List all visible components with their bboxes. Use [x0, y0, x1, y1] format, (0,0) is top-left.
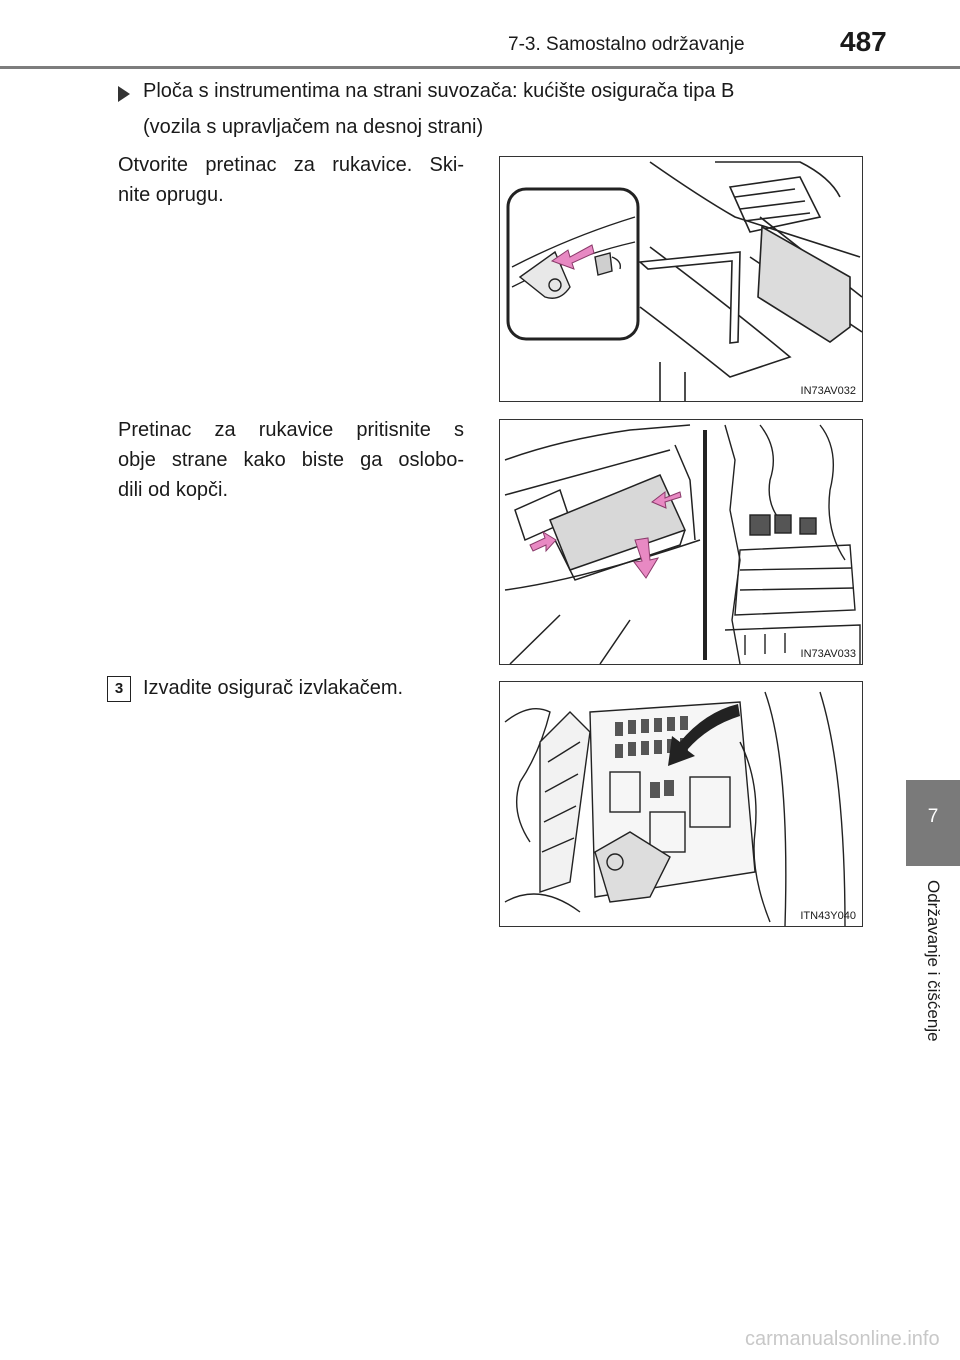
- chapter-title-text: Održavanje i čišćenje: [924, 880, 943, 1042]
- header-divider: [0, 66, 960, 69]
- figure-fuse-puller: [499, 681, 863, 927]
- step2-line-1: Pretinac za rukavice pritisnite s: [118, 419, 464, 441]
- chapter-number: 7: [927, 806, 939, 827]
- chapter-title: [905, 880, 960, 1080]
- step1-text: [118, 150, 464, 210]
- step1-line-2: nite oprugu.: [118, 184, 224, 206]
- figure-glovebox-spring: [499, 156, 863, 402]
- figure-code: IN73AV032: [800, 385, 856, 397]
- figure-glovebox-release: [499, 419, 863, 665]
- section-title: 7-3. Samostalno održavanje: [508, 34, 745, 55]
- page-number: 487: [840, 26, 887, 57]
- bullet-triangle-icon: [118, 86, 130, 102]
- intro-line-1: Ploča s instrumentima na strani suvozača: kućište osigurača tipa B: [143, 80, 735, 102]
- figure-code: ITN43Y040: [800, 910, 856, 922]
- glovebox-release-illustration: [500, 420, 862, 664]
- step3-text: Izvadite osigurač izvlakačem.: [143, 677, 404, 699]
- step-number-badge: 3: [107, 676, 131, 702]
- step2-line-3: dili od kopči.: [118, 479, 229, 501]
- step1-line-1: Otvorite pretinac za rukavice. Ski-: [118, 154, 464, 176]
- fuse-puller-illustration: [500, 682, 862, 926]
- watermark: carmanualsonline.info: [745, 1328, 940, 1350]
- step2-line-2: obje strane kako biste ga oslobo-: [118, 449, 464, 471]
- figure-code: IN73AV033: [800, 648, 856, 660]
- step2-text: [118, 415, 464, 505]
- intro-line-2: (vozila s upravljačem na desnoj strani): [143, 116, 484, 138]
- glovebox-spring-illustration: [500, 157, 862, 401]
